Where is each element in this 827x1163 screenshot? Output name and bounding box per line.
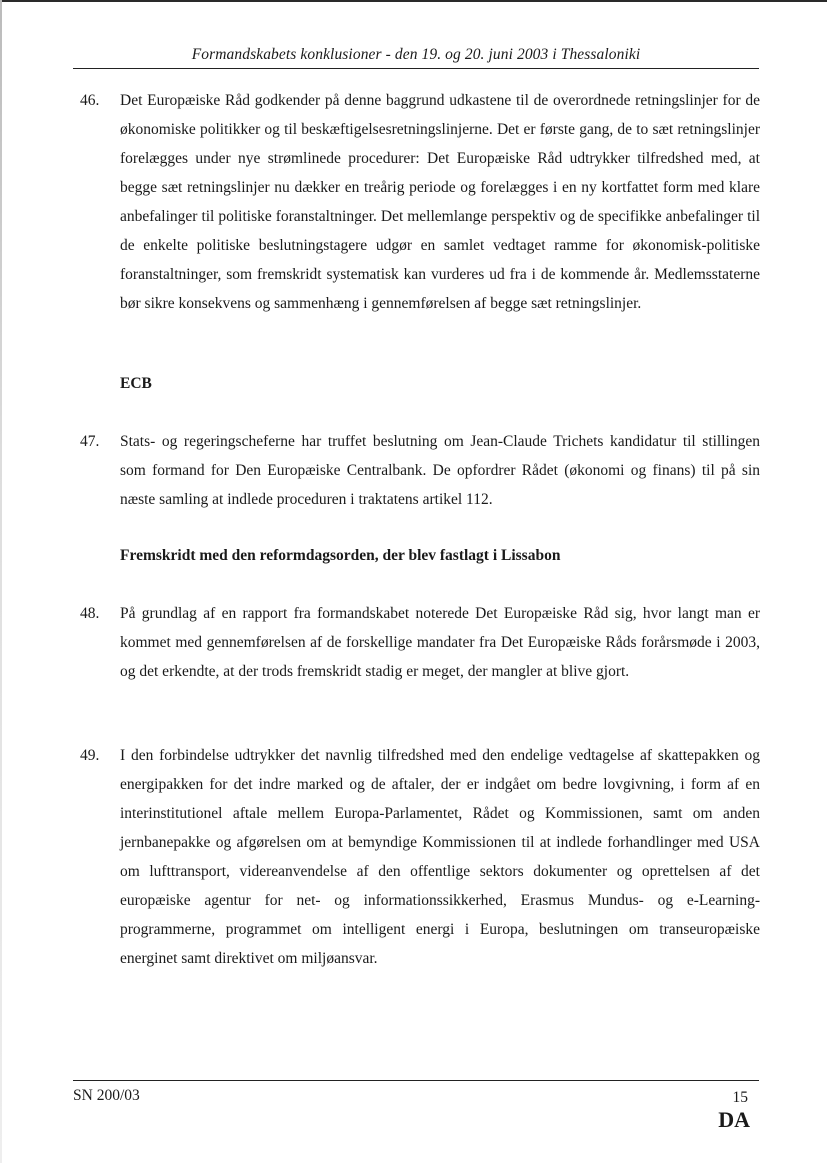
paragraph-text: På grundlag af en rapport fra formandskabet noterede Det Europæiske Råd sig, hvor langt man er kommet med gennemførelsen af de forskellige mandater fra Det Europæiske Råds forårsmøde i 2003, og det erkendte, at der trods fremskridt stadig er meget, der mangler at blive gjort.: [120, 605, 760, 680]
section-heading-ecb: ECB: [120, 375, 152, 392]
paragraph-text: Det Europæiske Råd godkender på denne baggrund udkastene til de overordnede retningslinjer for de økonomiske politikker og til beskæftigelsesretningslinjerne. Det er første gang, de to sæt retningslinjer forelægges under nye strømlinede procedurer: Det Europæiske Råd udtrykker tilfredshed med, at begge sæt retningslinjer nu dækker en treårig periode og forelægges i en ny kortfattet form med klare anbefalinger til politiske foranstaltninger. Det mellemlange perspektiv og de specifikke anbefalinger til de enkelte politiske beslutningstagere udgør en samlet vedtaget ramme for økonomisk-politiske foranstaltninger, som fremskridt systematisk kan vurderes ud fra i de kommende år. Medlemsstaterne bør sikre konsekvens og sammenhæng i gennemførelsen af begge sæt retningslinjer.: [120, 92, 760, 312]
header-rule: [73, 68, 759, 69]
language-code: DA: [718, 1107, 750, 1132]
scan-left-edge: [0, 0, 2, 1163]
top-border-line: [0, 0, 827, 2]
page-number: 15: [732, 1089, 748, 1106]
document-reference: SN 200/03: [73, 1087, 140, 1104]
footer-rule: [73, 1080, 759, 1081]
paragraph-number: 49.: [80, 747, 100, 764]
section-heading-lisbon: Fremskridt med den reformdagsorden, der blev fastlagt i Lissabon: [120, 547, 561, 564]
paragraph-number: 48.: [80, 605, 100, 622]
paragraph-text: Stats- og regeringscheferne har truffet beslutning om Jean-Claude Trichets kandidatur til stillingen som formand for Den Europæiske Centralbank. De opfordrer Rådet (økonomi og finans) til på sin næste samling at indlede proceduren i traktatens artikel 112.: [120, 433, 760, 508]
paragraph-number: 47.: [80, 433, 100, 450]
paragraph-number: 46.: [80, 92, 100, 109]
paragraph-text: I den forbindelse udtrykker det navnlig tilfredshed med den endelige vedtagelse af skattepakken og energipakken for det indre marked og de aftaler, der er indgået om bedre lovgivning, i form af en interinstitutionel aftale mellem Europa-Parlamentet, Rådet og Kommissionen, samt om anden jernbanepakke og afgørelsen om at bemyndige Kommissionen til at indlede forhandlinger med USA om lufttransport, videreanvendelse af den offentlige sektors dokumenter og oprettelsen af det europæiske agentur for net- og informationssikkerhed, Erasmus Mundus- og e-Learning-programmerne, programmet om intelligent energi i Europa, beslutningen om transeuropæiske energinet samt direktivet om miljøansvar.: [120, 747, 760, 967]
running-header: Formandskabets konklusioner - den 19. og 20. juni 2003 i Thessaloniki: [191, 46, 641, 63]
